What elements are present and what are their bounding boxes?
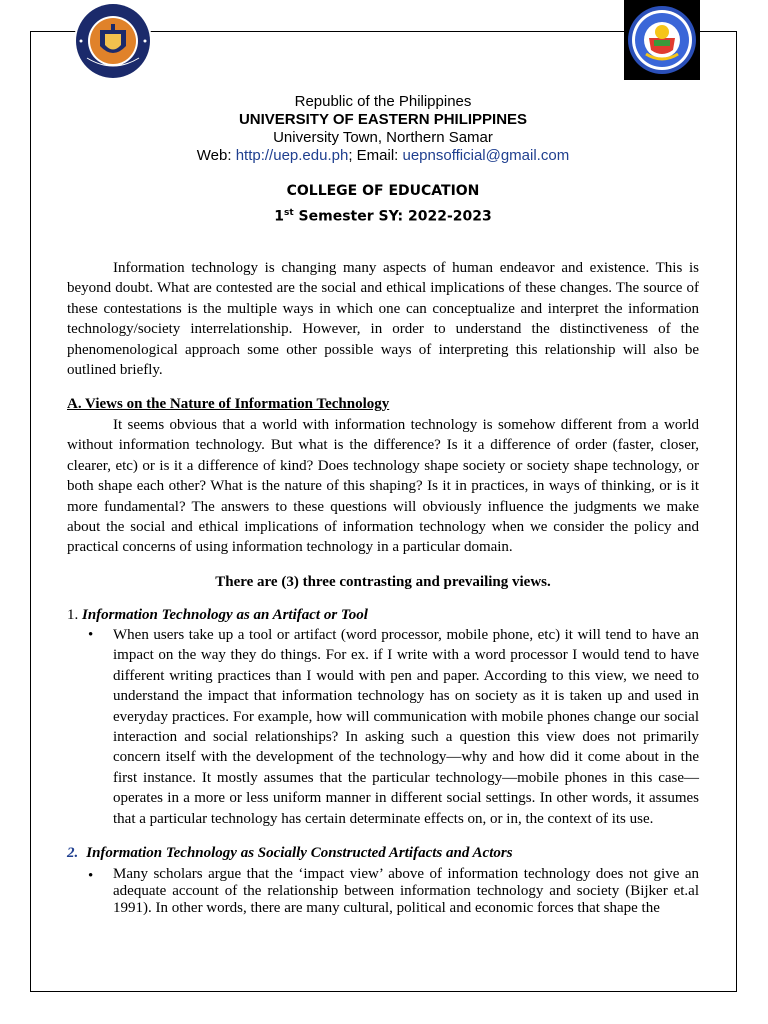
university-seal-logo [67, 0, 159, 82]
view1-heading [67, 606, 368, 624]
view2-number: 2. [67, 845, 79, 861]
semester-number: 1 [274, 208, 284, 225]
view2-title: Information Technology as Socially Constructed Artifacts and Actors [86, 845, 513, 861]
website-link[interactable]: http://uep.edu.ph [235, 147, 349, 164]
intro-paragraph: Information technology is changing many aspects of human endeavor and existence. This is beyond doubt. What are contested are the social and ethical implications of these changes. The source of these contestations is the multiple ways in which one can conceptualize and interpret the information technology/society interrelationship. However, in order to understand the distinctiveness of the phenomenological approach some other possible ways of interpreting this relationship will also be outlined briefly. [67, 260, 699, 379]
bullet-icon: • [88, 868, 94, 884]
view1-title: Information Technology as an Artifact or Tool [82, 607, 368, 623]
header-contact [67, 147, 699, 165]
views-heading: There are (3) three contrasting and prevailing views. [215, 574, 551, 590]
header-address: University Town, Northern Samar [273, 129, 493, 146]
semester-line [67, 203, 699, 228]
semester-superscript: st [284, 208, 294, 218]
section-a-paragraph: It seems obvious that a world with information technology is somehow different from a world without information technology. But what is the difference? Is it a difference of order (faster, closer, clearer, etc) or is it a difference of kind? Does technology shape society or society shape technology, or both shape each other? What is the nature of this shaping? Is it in practices, in ways of thinking, or is it more fundamental? The answers to these questions will obviously influence the judgments we make about the social and ethical implications of information technology when we consider the policy and practical concerns of using information technology in a particular domain. [67, 417, 699, 556]
header-university-name: UNIVERSITY OF EASTERN PHILIPPINES [238, 111, 528, 128]
college-name: COLLEGE OF EDUCATION [286, 183, 480, 199]
view1-number: 1. [67, 607, 79, 623]
view1-bullet-text: When users take up a tool or artifact (word processor, mobile phone, etc) it will tend to have an impact on the way they do things. For ex. if I write with a word processor I would tend to have different writing practices than I would with pen and paper. According to this view, we need to understand the impact that information technology has on society as it is taken up and used in everyday practices. For example, how will communication with mobile phones change our social interaction and social relationships? In asking such a question this view does not primarily concern itself with the development of the technology—why and how did it come about in the first instance. It mostly assumes that the particular technology—mobile phones in this case—operates in a more or less uniform manner in different social settings. In other words, it assumes that a particular technology has certain determinate effects on, or in, the context of its use. [113, 627, 699, 827]
semester-text: Semester SY: 2022-2023 [293, 208, 492, 225]
view2-bullet-text: Many scholars argue that the ‘impact view’ above of information technology does not give an adequate account of the relationship between information technology and society (Bijker et.al 1991). In other words, there are many cultural, political and economic forces that shape the [113, 866, 699, 916]
email-link[interactable]: uepnsofficial@gmail.com [402, 147, 570, 164]
section-a-heading: A. Views on the Nature of Information Technology [67, 396, 390, 412]
email-label: ; Email: [348, 147, 403, 164]
college-seal-logo [624, 0, 700, 80]
bullet-icon: • [88, 627, 94, 643]
web-label: Web: [196, 147, 236, 164]
header-republic: Republic of the Philippines [294, 93, 472, 110]
view2-heading [67, 844, 513, 862]
